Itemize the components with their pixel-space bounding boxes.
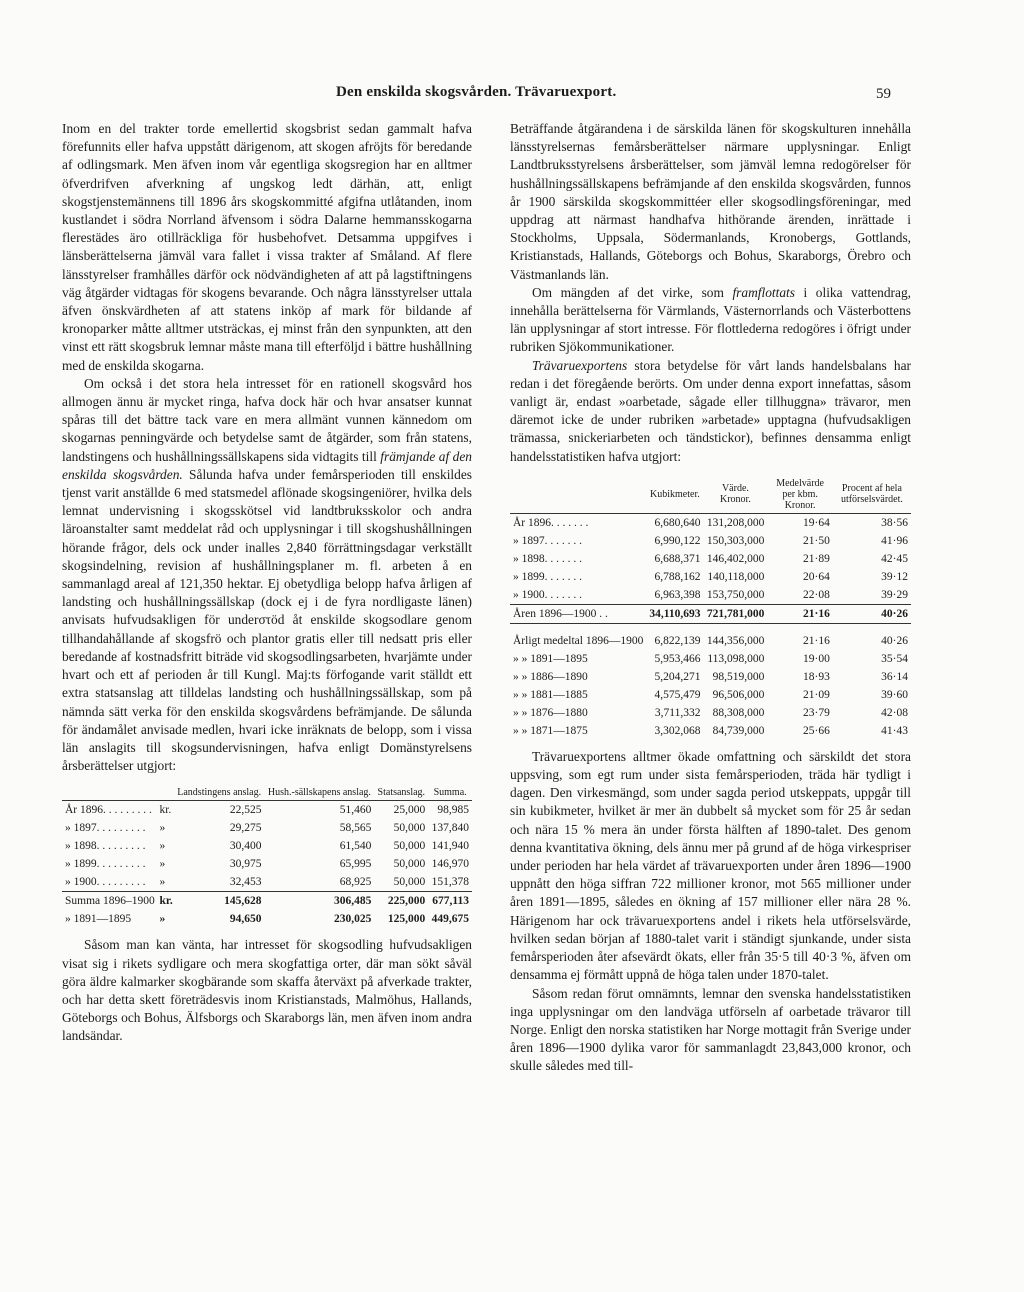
table-cell: 21·89 — [802, 552, 830, 565]
table-cell: 39·60 — [881, 688, 908, 701]
table-cell: 98,985 — [437, 804, 469, 817]
table-cell: 146,402,000 — [706, 552, 765, 565]
table-cell: 29,275 — [229, 822, 262, 835]
table-total-row — [510, 604, 911, 623]
grants-table — [62, 785, 472, 928]
table-cell: 21·09 — [802, 688, 830, 701]
table-cell: » — [159, 822, 166, 835]
table-cell: 34,110,693 — [646, 604, 703, 623]
table-cell: » 1900. . . . . . . . . — [65, 876, 146, 889]
table-cell: 306,485 — [264, 892, 374, 911]
table-cell: 50,000 — [393, 858, 426, 871]
running-header — [0, 84, 1024, 108]
table-cell: » 1898. . . . . . . . . — [65, 840, 146, 853]
left-column — [62, 120, 472, 1046]
table-cell: 6,688,371 — [654, 552, 701, 565]
table-cell: » 1897. . . . . . . — [513, 534, 582, 547]
table-cell: 35·54 — [881, 652, 908, 665]
table-cell: 42·45 — [881, 552, 908, 565]
table-cell: 137,840 — [431, 822, 469, 835]
right-column — [510, 120, 911, 1076]
right-paragraph-4: Trävaruexportens alltmer ökade omfattning och särskildt det stora uppsving, som egt rum under sista femårsperioden, träda här tydligt i dagen. Den virkesmängd, som under sagda period utskeppats, uppgår till sin kubikmeter, hvilket är mer än dubbelt så mycket som för 25 år sedan och nära 15 % mera än under första hälften af 1890-talet. Des genom denna kvantitativa ökning, dels ännu mer på grund af de höga virkespriser under perioden har hela värdet af trävaruexporten under åren 1896—1900 uppnått den höga siffran 722 millioner kronor, mot 565 millioner under åren 1891—1895, således en ökning af 157 millioner eller nära 28 %. Härigenom har ock trävaruexportens andel i rikets hela utförselsvärde, hvilken sedan början af 1880-talet varit i ständigt sjunkande, under sista femårsperioden åter afsevärdt ökats, eller från 35·5 till 40·3 %, äfven om densamma ej förmått uppnå de höga talen under 1870-talet. — [510, 748, 911, 983]
table-cell: 131,208,000 — [706, 516, 765, 529]
table-cell: 32,453 — [229, 876, 262, 889]
table-row — [62, 819, 472, 837]
table-cell: 151,378 — [431, 876, 469, 889]
col-hushallning: Hush.-sällskapens anslag. — [264, 785, 374, 801]
table-cell: 50,000 — [393, 876, 426, 889]
col-kubikmeter: Kubikmeter. — [646, 476, 703, 514]
table-cell: » — [159, 840, 166, 853]
table-cell: 19·00 — [802, 652, 830, 665]
table-cell: 22,525 — [229, 804, 262, 817]
table-row — [510, 586, 911, 605]
table-cell: 30,400 — [229, 840, 262, 853]
table-cell: » — [159, 858, 166, 871]
table-cell: 41·96 — [881, 534, 908, 547]
table-row — [510, 704, 911, 722]
table-cell: 225,000 — [374, 892, 428, 911]
table-cell: 94,650 — [229, 913, 262, 926]
table-total-row — [62, 892, 472, 911]
table-cell: » » 1886—1890 — [513, 670, 588, 683]
table-cell: 113,098,000 — [707, 652, 765, 665]
table-cell: 61,540 — [339, 840, 372, 853]
table-cell: 88,308,000 — [712, 706, 765, 719]
table-cell: 25,000 — [393, 804, 426, 817]
right-paragraph-3: Trävaruexportens stora betydelse för vårt lands handelsbalans har redan i det föregående berörts. Om under denna export innefattas, såsom vanligt är, endast »oarbetade, sågade eller tillhuggna» trävaror, men däremot icke de under rubriken »arbetade» upptagna (hufvudsakligen trämassa, snickeriarbeten och tändstickor), befinnes densamma enligt handelsstatistiken hafva utgjort: — [510, 357, 911, 464]
table-row — [510, 513, 911, 532]
table-cell: » 1898. . . . . . . — [513, 552, 582, 565]
table-cell: » » 1871—1875 — [513, 724, 588, 737]
table-cell: År 1896. . . . . . . — [513, 516, 589, 529]
table-cell: 19·64 — [802, 516, 830, 529]
table-cell: » 1900. . . . . . . — [513, 588, 582, 601]
table-cell: 25·66 — [802, 724, 830, 737]
table-cell: År 1896. . . . . . . . . — [65, 804, 152, 817]
table-cell: » » 1891—1895 — [513, 652, 588, 665]
table-cell: kr. — [158, 892, 173, 911]
table-cell: 6,990,122 — [654, 534, 701, 547]
table-cell: » » 1881—1885 — [513, 688, 588, 701]
table-cell: 449,675 — [431, 913, 469, 926]
table-row — [510, 668, 911, 686]
left-paragraph-1: Inom en del trakter torde emellertid skogsbrist sedan gammalt hafva förefunnits eller hafva uppstått därigenom, att skogen afröjts för beredande af odlingsmark. Men äfven inom vår egentliga skogsregion har en alltmer öfverdrifven afverkning af ungskog ledt därhän, att, enligt skogstjenstemännens till 1896 års skogskommitté afgifna utlåtanden, inom kustlandet i södra Norrland äfvensom i södra Dalarne hemmansskogarna flerestädes äro otillräckliga för husbehofvet. Detsamma uppgifves i länsberättelserna jämväl vara fallet i vissa trakter af Småland. Af flere länsstyrelser framhålles därför ock nödvändigheten af att på lagstiftningens väg åtgärder vidtagas för skogens bevarande. Och några länsstyrelser uttala äfven önskvärdheten af att statens inköp af mark för bildande af kronoparker måtte alltmer utsträckas, ej minst från den synpunkten, att den vinst ett rätt skogsbruk lemnar måste mana till efterföljd i bättre hushållning med de enskilda skogarna. — [62, 121, 472, 373]
table-cell: 5,953,466 — [654, 652, 701, 665]
table-cell: 6,680,640 — [654, 516, 701, 529]
table-cell: » — [159, 876, 166, 889]
col-summa: Summa. — [428, 785, 472, 801]
col-statsanslag: Statsanslag. — [374, 785, 428, 801]
table-row — [510, 650, 911, 668]
col-procent: Procent af hela utförselsvärdet. — [833, 476, 911, 514]
table-cell: » — [159, 913, 166, 926]
table-cell: 4,575,479 — [654, 688, 701, 701]
table-cell: 146,970 — [431, 858, 469, 871]
table-cell: 140,118,000 — [707, 570, 765, 583]
right-paragraph-2: Om mängden af det virke, som framflottats i olika vattendrag, innehålla berättelserna för Värmlands, Västernorrlands och Västerbottens län upplysningar af stort intresse. För flottlederna redogöres i öfrigt under rubriken Sjökommunikationer. — [510, 284, 911, 355]
table-cell: » 1891—1895 — [65, 913, 132, 926]
table-cell: 144,356,000 — [706, 634, 765, 647]
table-row — [510, 550, 911, 568]
table-cell: » » 1876—1880 — [513, 706, 588, 719]
table-cell: 125,000 — [387, 913, 426, 926]
table-cell: 6,963,398 — [654, 588, 701, 601]
table-cell: 230,025 — [333, 913, 372, 926]
table-cell: 21·50 — [802, 534, 830, 547]
table-row — [510, 632, 911, 650]
table-cell: » 1899. . . . . . . . . — [65, 858, 146, 871]
table-cell: 36·14 — [881, 670, 908, 683]
table-cell: 38·56 — [881, 516, 908, 529]
table-cell: 39·29 — [881, 588, 908, 601]
table-cell: 68,925 — [339, 876, 372, 889]
table-cell: 65,995 — [339, 858, 372, 871]
table-cell: 40·26 — [833, 604, 911, 623]
table-row — [62, 801, 472, 820]
table-cell: 150,303,000 — [706, 534, 765, 547]
table-cell: 3,302,068 — [654, 724, 701, 737]
export-table — [510, 476, 911, 740]
right-paragraph-1: Beträffande åtgärandena i de särskilda länen för skogskulturen innehålla länsstyrelsernas femårsberättelser närmare upplysningar. Enligt Landtbruksstyrelsens årsberättelser, som jämväl lemna redogörelser för hushållningssällskapens befrämjande af den enskilda skogsvården, funnos år 1900 särskilda skogskommittéer eller skogsodlingsföreningar, med uppdrag att närmast handhafva hithörande ärenden, inrättade i Stockholms, Uppsala, Södermanlands, Kronobergs, Gottlands, Kristianstads, Hallands, Göteborgs och Bohus, Skaraborgs, Örebro och Västmanlands län. — [510, 121, 911, 282]
table-cell: 3,711,332 — [654, 706, 701, 719]
table-cell: 141,940 — [431, 840, 469, 853]
left-paragraph-3: Såsom man kan vänta, har intresset för skogsodling hufvudsakligen visat sig i rikets sydligare och mera skogfattiga orter, där man sökt såväl göra äldre kalmarker skogbärande som skaffa återväxt på afverkade trakter, och har detta skett företrädesvis inom Kristianstads, Malmöhus, Hallands, Göteborgs och Bohus, Älfsborgs och Skaraborgs län, men äfven inom andra landsändar. — [62, 937, 472, 1044]
table-cell: » 1897. . . . . . . . . — [65, 822, 146, 835]
table-cell: 42·08 — [881, 706, 908, 719]
table-row — [510, 532, 911, 550]
table-cell: 21·16 — [802, 634, 830, 647]
table-cell: 6,822,139 — [654, 634, 701, 647]
table-cell: 51,460 — [339, 804, 372, 817]
table-row — [62, 873, 472, 892]
table-cell: 50,000 — [393, 840, 426, 853]
table-cell: » 1899. . . . . . . — [513, 570, 582, 583]
table-row — [62, 837, 472, 855]
table-cell: 41·43 — [881, 724, 908, 737]
table-cell: 39·12 — [881, 570, 908, 583]
table-cell: 677,113 — [428, 892, 472, 911]
table-cell: 6,788,162 — [654, 570, 701, 583]
col-varde: Värde. Kronor. — [703, 476, 767, 514]
table-cell: 58,565 — [339, 822, 372, 835]
table-cell: 153,750,000 — [706, 588, 765, 601]
table-row — [62, 855, 472, 873]
table-cell: 721,781,000 — [703, 604, 767, 623]
table-cell: 21·16 — [767, 604, 832, 623]
table-cell: Åren 1896—1900 . . — [510, 604, 646, 623]
table-cell: 5,204,271 — [654, 670, 701, 683]
table-cell: kr. — [159, 804, 172, 817]
table-cell: 98,519,000 — [712, 670, 765, 683]
col-medelvarde: Medelvärde per kbm. Kronor. — [767, 476, 832, 514]
table-cell: 50,000 — [393, 822, 426, 835]
table-cell: 18·93 — [802, 670, 830, 683]
table-cell: 96,506,000 — [712, 688, 765, 701]
right-paragraph-5: Såsom redan förut omnämnts, lemnar den svenska handelsstatistiken inga upplysningar om den landväga utförseln af oarbetade trävaror till Norge. Enligt den norska statistiken har Norge mottagit från Sverige under åren 1896—1900 dylika varor för sammanlagdt 23,843,000 kronor, och skulle således med till- — [510, 985, 911, 1074]
table-row — [510, 686, 911, 704]
table-cell: 20·64 — [802, 570, 830, 583]
table-cell: 84,739,000 — [712, 724, 765, 737]
col-landsting: Landstingens anslag. — [174, 785, 265, 801]
page-number: 59 — [876, 86, 891, 102]
table-row — [510, 722, 911, 740]
left-paragraph-2: Om också i det stora hela intresset för en rationell skogsvård hos allmogen ännu är mycket ringa, hafva dock här och hvar ansatser kunnat spåras till det bättre tack vare en mera allmänt vunnen kännedom om skogarnas penningvärde och betydelse samt de åtgärder, som från statens, landstingens och hushållningssällskapens sida vidtagits till främjande af den enskilda skogsvården. Sålunda hafva under femårsperioden till enskildes tjenst varit anställde 6 med statsmedel aflönade skogsingeniörer, hvilka dels lemnat undervisning i skogsskötsel vid landtbruksskolor och andra läroanstalter samt meddelat råd och upplysningar i till skogshushållningen hörande frågor, dels ock under inalles 2,840 förrättningsdagar verkställt skogsindelning, revision af hushållningsplaner m. fl. arbeten å en sammanlagd areal af 121,350 hektar. Ej obetydliga belopp hafva årligen af landsting och hushållningssällskap (dock ej i de fyra nordligaste länen) anvisats hufvudsakligen för underστöd åt enskilde skogsodlare genom tillhandahållande af skogsfrö och plantor gratis eller till nedsatt pris eller beredande af kostnadsfritt biträde vid skogsodlingsarbeten, hvarjämte under hvart och ett af perioden år till Kungl. Maj:ts förfogande varit ställdt ett extra statsanslag att tilldelas landsting och hushållningssällskap, som på nämnda sätt verka för den enskilda skogsvårdens befrämjande. De sålunda för ändamålet anvisade medlen, hvari icke inräknats de belopp, som i vissa län anslagits till skogsundervisningen, hafva enligt Domänstyrelsens årsberättelser utgjort: — [62, 375, 472, 774]
table-cell: 145,628 — [174, 892, 265, 911]
table-cell: 23·79 — [802, 706, 830, 719]
table-cell: Årligt medeltal 1896—1900 — [513, 634, 644, 647]
table-cell: 22·08 — [802, 588, 830, 601]
page-title: Den enskilda skogsvården. Trävaruexport. — [336, 84, 617, 100]
table-row — [510, 568, 911, 586]
table-cell: Summa 1896–1900 — [62, 892, 158, 911]
table-cell: 30,975 — [229, 858, 262, 871]
table-cell: 40·26 — [881, 634, 908, 647]
table-total-row — [62, 910, 472, 928]
